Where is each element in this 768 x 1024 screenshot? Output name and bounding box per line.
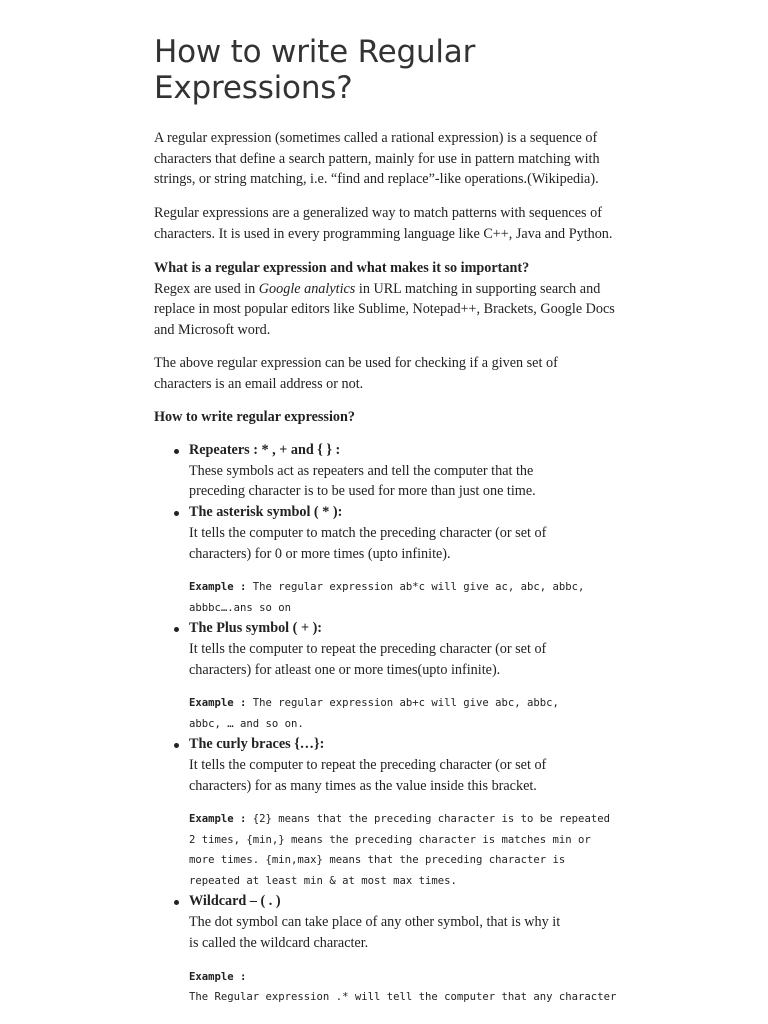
article	[154, 0, 617, 1004]
email-paragraph: The above regular expression can be used for checking if a given set of characters is an email address or not.	[154, 355, 558, 392]
bullet-icon	[174, 449, 179, 454]
example-label: Example :	[189, 970, 247, 983]
list-item-heading: Wildcard – ( . )	[189, 893, 281, 910]
example-label: Example :	[189, 697, 247, 710]
example-block	[189, 809, 619, 891]
list-item-text: These symbols act as repeaters and tell the computer that the preceding character is to be used for more than just one time.	[189, 462, 536, 500]
importance-text-b: in URL matching in supporting search and replace in most popular editors like Sublime, Notepad++, Brackets, Google Docs and Microsoft word.	[154, 280, 615, 339]
list-item-text: It tells the computer to repeat the preceding character (or set of characters) for as many times as the value inside this bracket.	[189, 757, 547, 794]
importance-text-a: Regex are used in	[154, 280, 259, 297]
repeaters-list	[154, 440, 624, 1008]
example-block	[189, 693, 569, 734]
list-item-text: The dot symbol can take place of any other symbol, that is why it is called the wildcard character.	[189, 914, 561, 951]
example-text: {2} means that the preceding character is to be repeated 2 times, {min,} means the preceding character is matches min or more times. {min,max} means that the preceding character is repeated at least min & at most max times.	[189, 813, 617, 887]
list-item-text: It tells the computer to repeat the preceding character (or set of characters) for atleast one or more times(upto infinite).	[189, 640, 547, 678]
importance-paragraph	[154, 279, 616, 341]
definition-paragraph: Regular expressions are a generalized way to match patterns with sequences of characters. It is used in every programming language like C++, Java and Python.	[154, 205, 613, 242]
example-text: The Regular expression .* will tell the computer that any character	[189, 991, 617, 1004]
list-item	[154, 734, 629, 891]
example-text: The regular expression ab+c will give abc, abbc, abbc, … and so on.	[189, 697, 566, 730]
list-item-heading: The curly braces {…}:	[189, 736, 325, 753]
list-item	[154, 440, 589, 502]
example-block	[189, 577, 589, 618]
example-text: The regular expression ab*c will give ac, abc, abbc, abbbc….ans so on	[189, 581, 591, 614]
importance-section	[154, 258, 616, 341]
bullet-icon	[174, 900, 179, 905]
bullet-icon	[174, 743, 179, 748]
intro-paragraph: A regular expression (sometimes called a rational expression) is a sequence of characters that define a search pattern, mainly for use in pattern matching with strings, or string matching, i.e. “find and replace”-like operations.(Wikipedia).	[154, 130, 600, 188]
bullet-icon	[174, 627, 179, 632]
list-item	[154, 618, 589, 734]
google-analytics-text: Google analytics	[258, 280, 356, 297]
howto-heading: How to write regular expression?	[154, 409, 355, 425]
bullet-icon	[174, 511, 179, 516]
list-item-heading: The asterisk symbol ( * ):	[189, 504, 343, 521]
list-item-text: It tells the computer to match the preceding character (or set of characters) for 0 or more times (upto infinite).	[189, 524, 547, 562]
example-label: Example :	[189, 813, 247, 826]
importance-heading: What is a regular expression and what makes it so important?	[154, 260, 530, 276]
page-title: How to write Regular Expressions?	[154, 34, 476, 106]
list-item	[154, 502, 589, 618]
example-block	[189, 967, 619, 1008]
list-item-heading: Repeaters : * , + and { } :	[189, 442, 341, 458]
list-item-heading: The Plus symbol ( + ):	[189, 620, 323, 637]
list-item	[154, 891, 629, 1007]
example-label: Example :	[189, 581, 247, 594]
